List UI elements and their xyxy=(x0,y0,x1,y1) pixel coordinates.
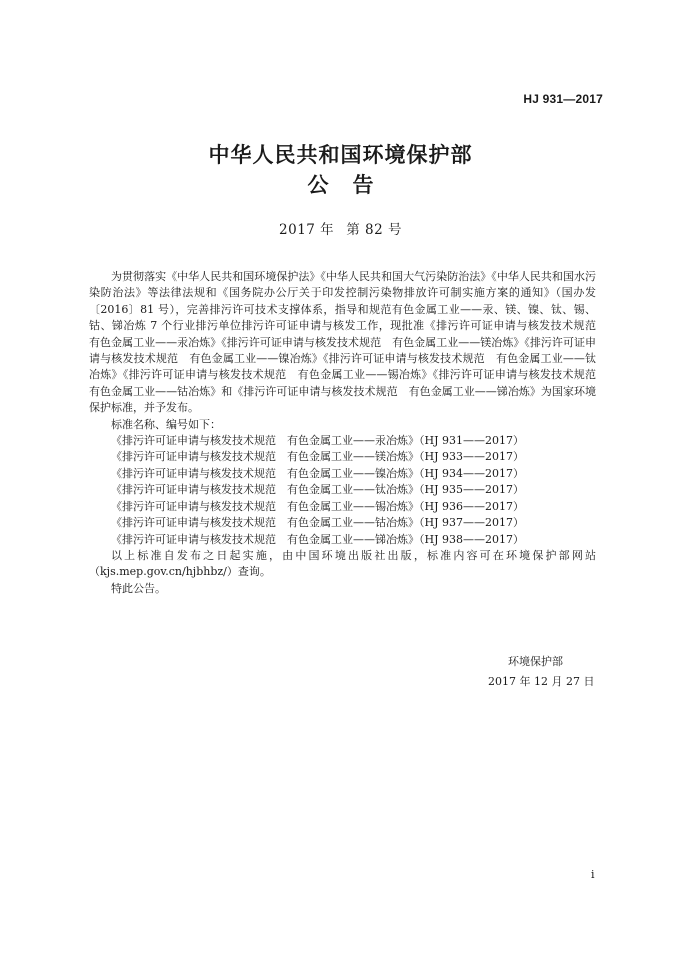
page-title: 中华人民共和国环境保护部 xyxy=(208,143,473,167)
paragraph-list-intro: 标准名称、编号如下： xyxy=(111,417,221,431)
paragraph-main: 为贯彻落实《中华人民共和国环境保护法》《中华人民共和国大气污染防治法》《中华人民共和国水污染防治法》等法律法规和《国务院办公厅关于印发控制污染物排放许可制实施方案的通知》（国办发〔2016〕81 号），完善排污许可技术支撑体系，指导和规范有色金属工业——汞、镁、镍、钛、锡、钴、锑冶炼 7 个行业排污单位排污许可证申请与核发工作，现批准《排污许可证申请与核发技术规范 有色金属工业——汞冶炼》《排污许可证申请与核发技术规范 有色金属工业——镁冶炼》《排污许可证申请与核发技术规范 有色金属工业——镍冶炼》《排污许可证申请与核发技术规范 有色金属工业——钛冶炼》《排污许可证申请与核发技术规范 有色金属工业——锡冶炼》《排污许可证申请与核发技术规范 有色金属工业——钴冶炼》和《排污许可证申请与核发技术规范 有色金属工业——锑冶炼》为国家环境保护标准，并予发布。 xyxy=(89,270,607,415)
paragraph-closing: 特此公告。 xyxy=(111,581,166,595)
page-subtitle: 公告 xyxy=(307,173,398,197)
list-item: 《排污许可证申请与核发技术规范 有色金属工业——锑冶炼》（HJ 938——2017） xyxy=(111,532,524,546)
list-item: 《排污许可证申请与核发技术规范 有色金属工业——镁冶炼》（HJ 933——2017） xyxy=(111,450,524,464)
issue-number: 第 82 号 xyxy=(346,222,402,238)
standard-code: HJ 931—2017 xyxy=(523,92,603,106)
list-item: 《排污许可证申请与核发技术规范 有色金属工业——钴冶炼》（HJ 937——2017） xyxy=(111,516,524,530)
paragraph-implementation: 以上标准自发布之日起实施，由中国环境出版社出版，标准内容可在环境保护部网站（kjs.mep.gov.cn/hjbhbz/）查询。 xyxy=(89,548,596,579)
standards-list xyxy=(89,433,596,548)
list-item: 《排污许可证申请与核发技术规范 有色金属工业——镍冶炼》（HJ 934——2017） xyxy=(111,466,524,480)
list-item: 《排污许可证申请与核发技术规范 有色金属工业——汞冶炼》（HJ 931——2017） xyxy=(111,434,524,448)
list-item: 《排污许可证申请与核发技术规范 有色金属工业——锡冶炼》（HJ 936——2017） xyxy=(111,499,524,513)
signature-org: 环境保护部 xyxy=(508,655,563,668)
issue-line xyxy=(0,218,681,238)
issue-year: 2017 年 xyxy=(279,222,335,238)
list-item: 《排污许可证申请与核发技术规范 有色金属工业——钛冶炼》（HJ 935——2017） xyxy=(111,483,524,497)
announcement-body xyxy=(89,269,607,597)
signature-date: 2017 年 12 月 27 日 xyxy=(488,675,595,688)
page-number: i xyxy=(591,868,595,881)
